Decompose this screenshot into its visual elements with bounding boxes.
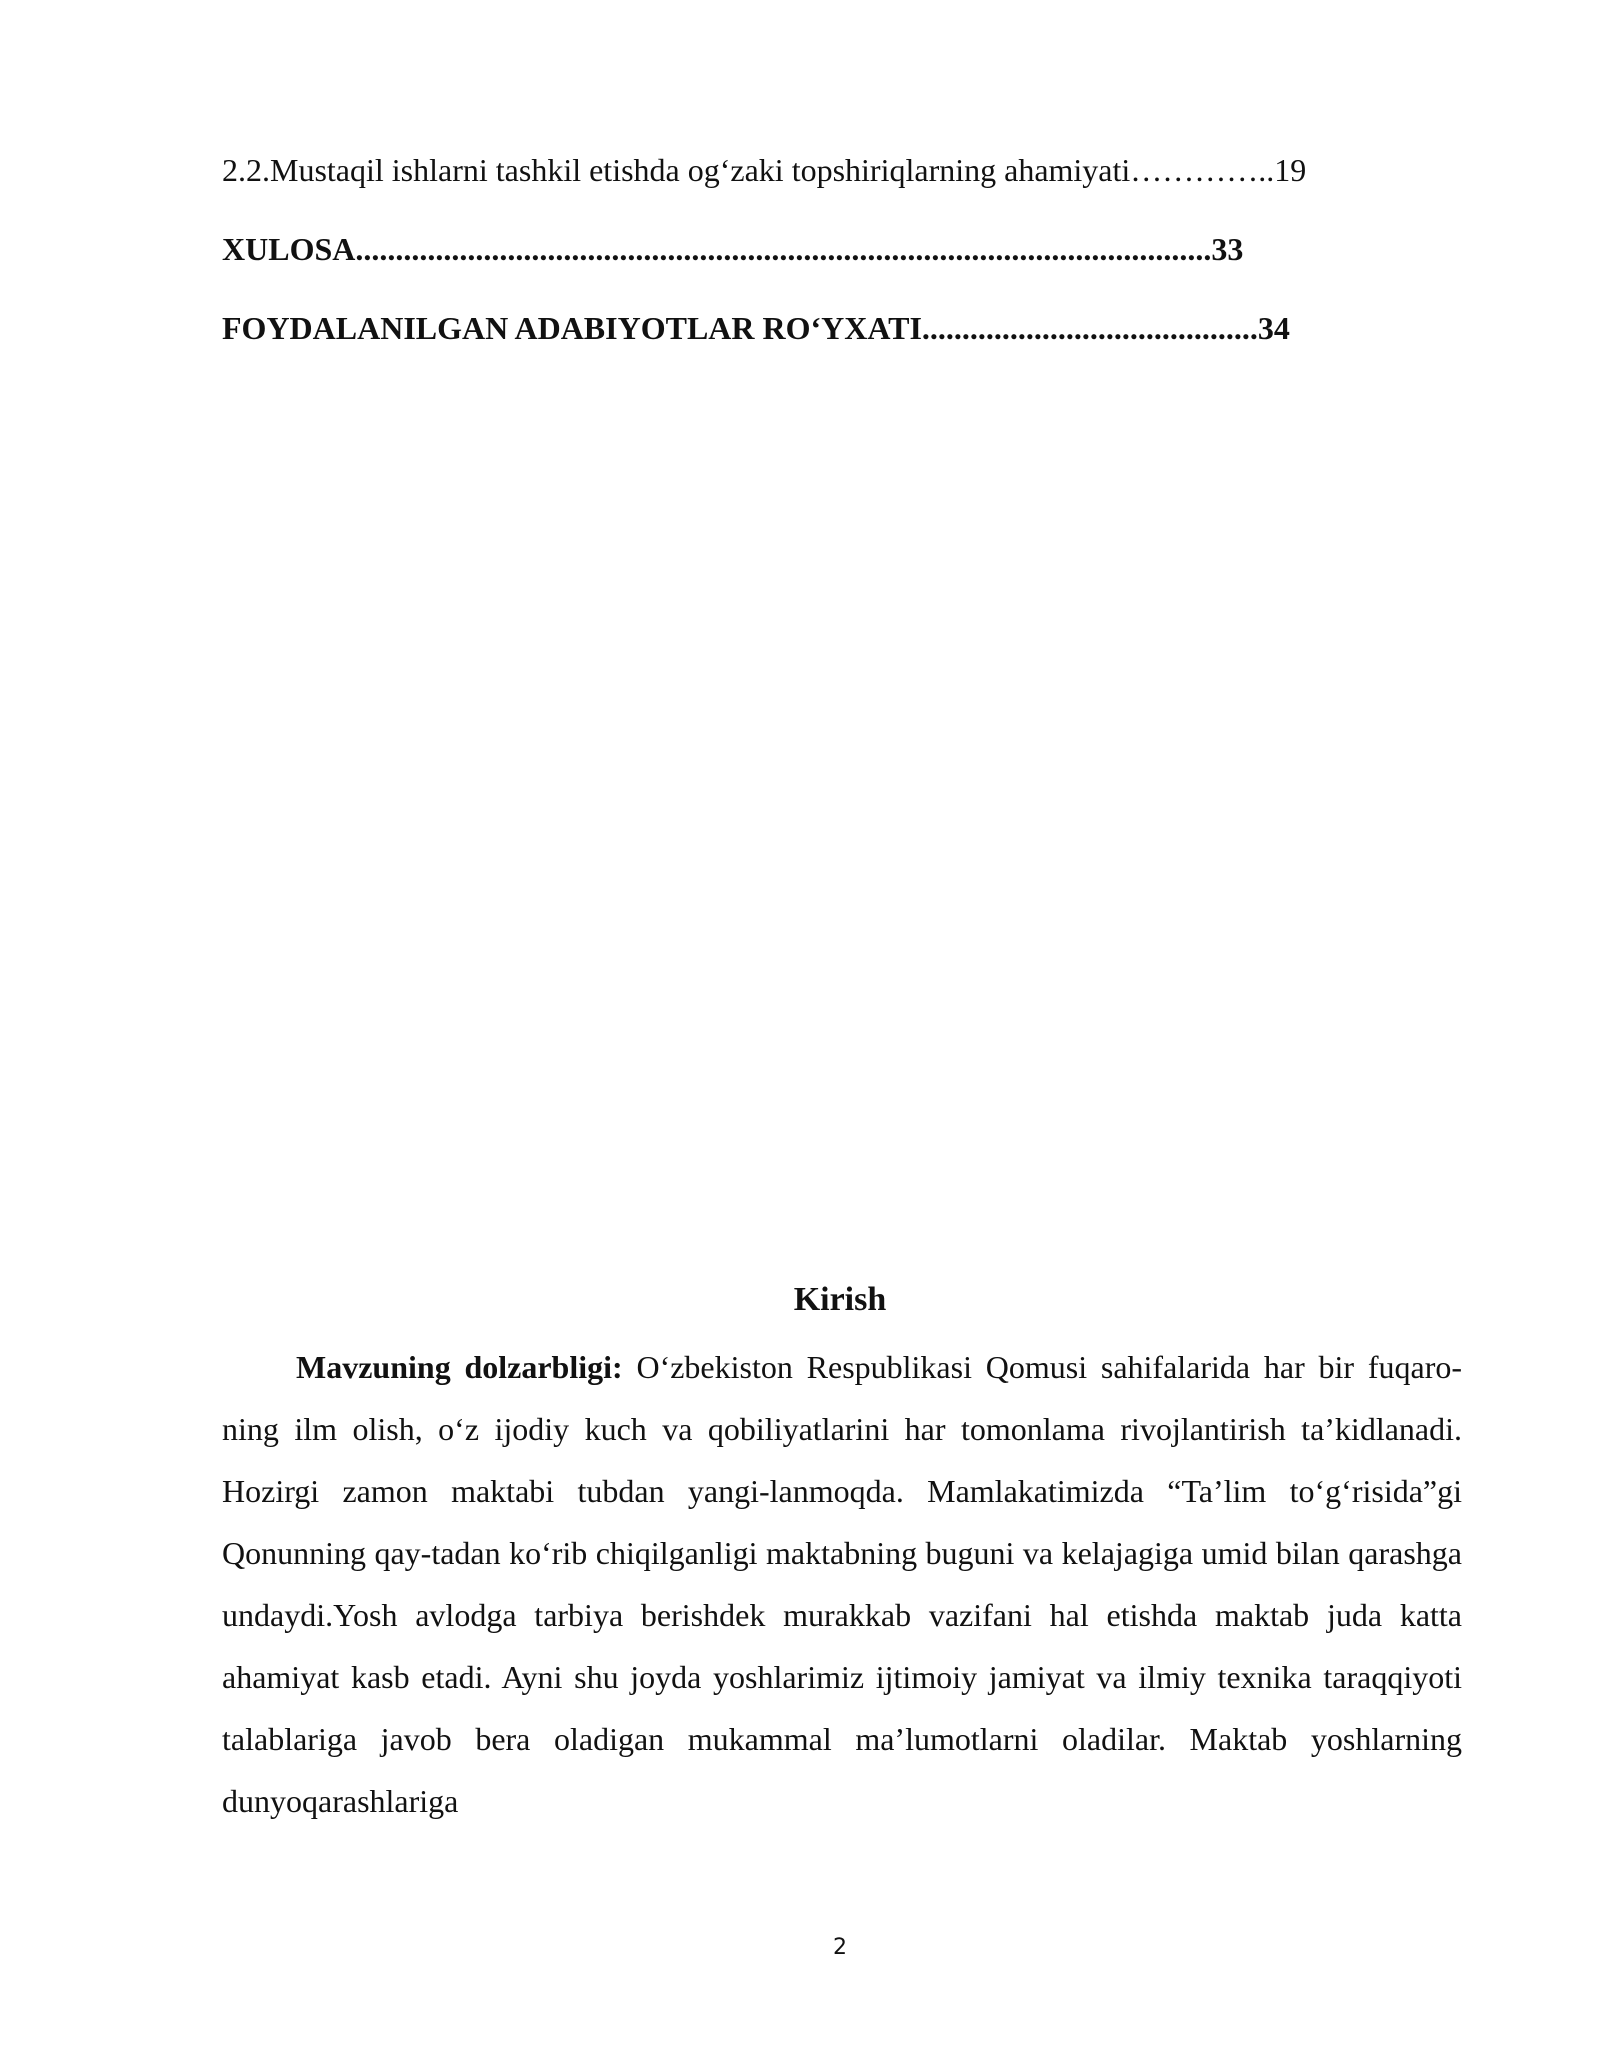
section-heading: Kirish <box>793 1281 887 1318</box>
page-number: 2 <box>833 1935 847 1960</box>
toc-entry-2-2: 2.2.Mustaqil ishlarni tashkil etishda og‘zaki topshiriqlarning ahamiyati…………..19 <box>222 152 1307 188</box>
paragraph-lead: Mavzuning dolzarbligi: <box>296 1349 623 1385</box>
toc-entry-xulosa: XULOSA...........................................................................................................33 <box>222 231 1244 267</box>
paragraph-body: O‘zbekiston Respublikasi Qomusi sahifalarida har bir fuqaro-ning ilm olish, o‘z ijodiy kuch va qobiliyatlarini har tomonlama rivojlantirish ta’kidlanadi. Hozirgi zamon maktabi tubdan yangi-lanmoqda. Mamlakatimizda “Ta’lim to‘g‘risida”gi Qonunning qay-tadan ko‘rib chiqilganligi maktabning buguni va kelajagiga umid bilan qarashga undaydi.Yosh avlodga tarbiya berishdek murakkab vazifani hal etishda maktab juda katta ahamiyat kasb etadi. Ayni shu joyda yoshlarimiz ijtimoiy jamiyat va ilmiy texnika taraqqiyoti talablariga javob bera oladigan mukammal ma’lumotlarni oladilar. Maktab yoshlarning dunyoqarashlariga <box>222 1349 1463 1819</box>
toc-entry-references: FOYDALANILGAN ADABIYOTLAR RO‘YXATI..........................................34 <box>222 310 1290 346</box>
intro-paragraph <box>222 1336 1462 1832</box>
table-of-contents <box>222 150 1462 348</box>
